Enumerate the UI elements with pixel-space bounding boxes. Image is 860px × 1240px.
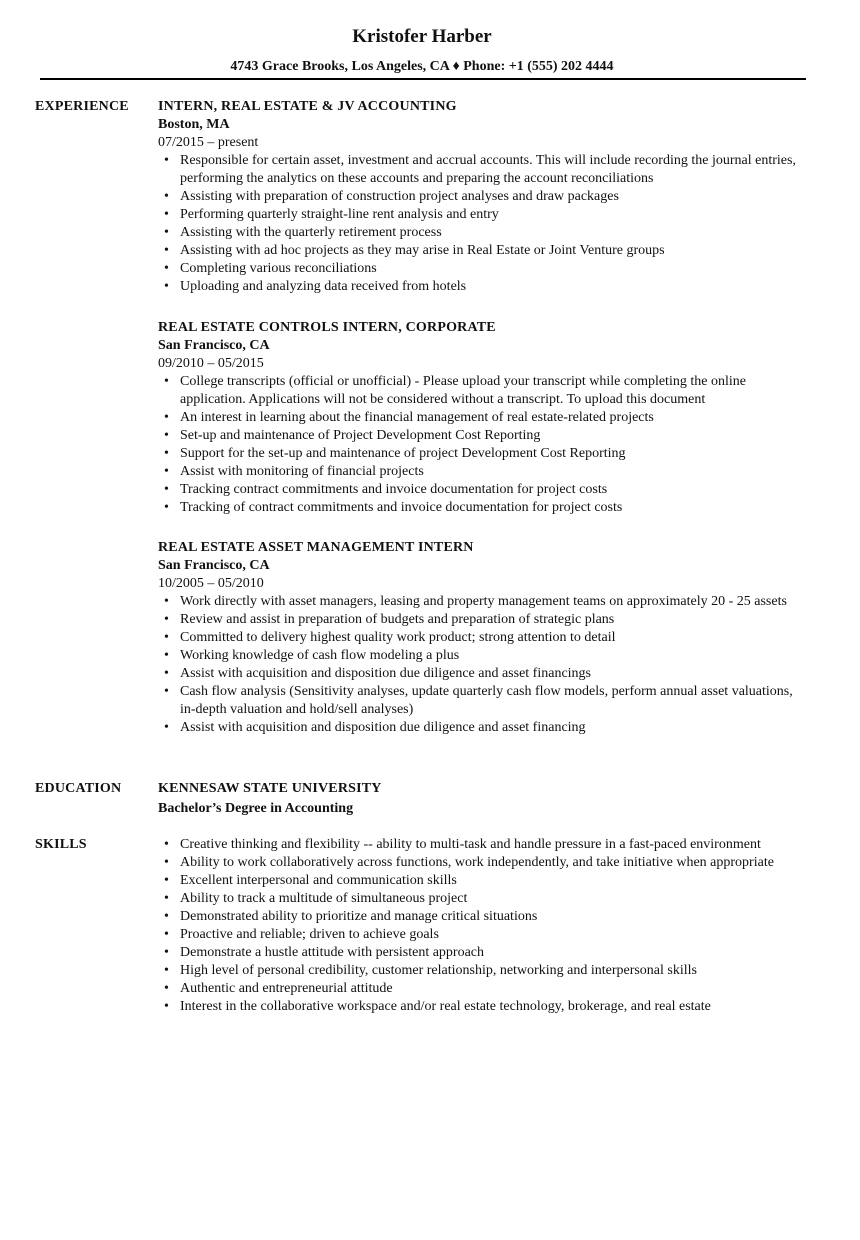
- job-title: REAL ESTATE CONTROLS INTERN, CORPORATE: [158, 320, 496, 335]
- header-divider: [40, 78, 806, 80]
- job-dates: 09/2010 – 05/2015: [158, 356, 264, 371]
- job-location: San Francisco, CA: [158, 338, 270, 353]
- job-location: San Francisco, CA: [158, 558, 270, 573]
- degree: Bachelor’s Degree in Accounting: [158, 801, 354, 816]
- list-item: • Assist with monitoring of financial projects: [180, 463, 808, 481]
- job-block: [158, 98, 808, 296]
- education-block: [158, 780, 808, 818]
- job-duties-list: [158, 373, 808, 517]
- list-item: • Working knowledge of cash flow modeling a plus: [180, 647, 808, 665]
- list-item: • Assist with acquisition and disposition due diligence and asset financing: [180, 719, 808, 737]
- school-name: KENNESAW STATE UNIVERSITY: [158, 781, 382, 796]
- job-block: [158, 539, 808, 737]
- job-duties-list: [158, 152, 808, 296]
- list-item: • College transcripts (official or unofficial) - Please upload your transcript while completing the online application. Applications will not be considered without a transcript. To upload this document: [180, 373, 808, 409]
- job-title: INTERN, REAL ESTATE & JV ACCOUNTING: [158, 99, 457, 114]
- job-duties-list: [158, 593, 808, 737]
- job-dates: 10/2005 – 05/2010: [158, 576, 264, 591]
- job-block: [158, 319, 808, 517]
- section-label-experience: EXPERIENCE: [35, 99, 129, 114]
- list-item: • Uploading and analyzing data received from hotels: [180, 278, 808, 296]
- list-item: • Ability to track a multitude of simultaneous project: [180, 890, 808, 908]
- list-item: • Demonstrate a hustle attitude with persistent approach: [180, 944, 808, 962]
- list-item: • Work directly with asset managers, leasing and property management teams on approximately 20 - 25 assets: [180, 593, 808, 611]
- section-label-education: EDUCATION: [35, 781, 122, 796]
- list-item: • Creative thinking and flexibility -- ability to multi-task and handle pressure in a fast-paced environment: [180, 836, 808, 854]
- list-item: • Set-up and maintenance of Project Development Cost Reporting: [180, 427, 808, 445]
- job-title: REAL ESTATE ASSET MANAGEMENT INTERN: [158, 540, 474, 555]
- list-item: • Review and assist in preparation of budgets and preparation of strategic plans: [180, 611, 808, 629]
- list-item: • An interest in learning about the financial management of real estate-related projects: [180, 409, 808, 427]
- list-item: • Demonstrated ability to prioritize and manage critical situations: [180, 908, 808, 926]
- job-dates: 07/2015 – present: [158, 135, 259, 150]
- list-item: • Committed to delivery highest quality work product; strong attention to detail: [180, 629, 808, 647]
- list-item: • Performing quarterly straight-line rent analysis and entry: [180, 206, 808, 224]
- contact-line: 4743 Grace Brooks, Los Angeles, CA ♦ Phone: +1 (555) 202 4444: [230, 59, 614, 74]
- section-label-skills: SKILLS: [35, 837, 87, 852]
- list-item: • Assisting with the quarterly retirement process: [180, 224, 808, 242]
- skills-block: [158, 836, 808, 1016]
- list-item: • High level of personal credibility, customer relationship, networking and interpersonal skills: [180, 962, 808, 980]
- list-item: • Authentic and entrepreneurial attitude: [180, 980, 808, 998]
- list-item: • Assist with acquisition and disposition due diligence and asset financings: [180, 665, 808, 683]
- list-item: • Excellent interpersonal and communication skills: [180, 872, 808, 890]
- list-item: • Interest in the collaborative workspace and/or real estate technology, brokerage, and real estate: [180, 998, 808, 1016]
- list-item: • Completing various reconciliations: [180, 260, 808, 278]
- list-item: • Ability to work collaboratively across functions, work independently, and take initiative when appropriate: [180, 854, 808, 872]
- list-item: • Assisting with preparation of construction project analyses and draw packages: [180, 188, 808, 206]
- list-item: • Tracking of contract commitments and invoice documentation for project costs: [180, 499, 808, 517]
- list-item: • Assisting with ad hoc projects as they may arise in Real Estate or Joint Venture groups: [180, 242, 808, 260]
- list-item: • Cash flow analysis (Sensitivity analyses, update quarterly cash flow models, perform annual asset valuations, in-depth valuation and hold/sell analyses): [180, 683, 808, 719]
- list-item: • Tracking contract commitments and invoice documentation for project costs: [180, 481, 808, 499]
- job-location: Boston, MA: [158, 117, 230, 132]
- skills-list: [158, 836, 808, 1016]
- list-item: • Support for the set-up and maintenance of project Development Cost Reporting: [180, 445, 808, 463]
- candidate-name: Kristofer Harber: [352, 26, 492, 47]
- list-item: • Proactive and reliable; driven to achieve goals: [180, 926, 808, 944]
- list-item: • Responsible for certain asset, investment and accrual accounts. This will include recording the journal entries, performing the analytics on these accounts and preparing the account reconciliations: [180, 152, 808, 188]
